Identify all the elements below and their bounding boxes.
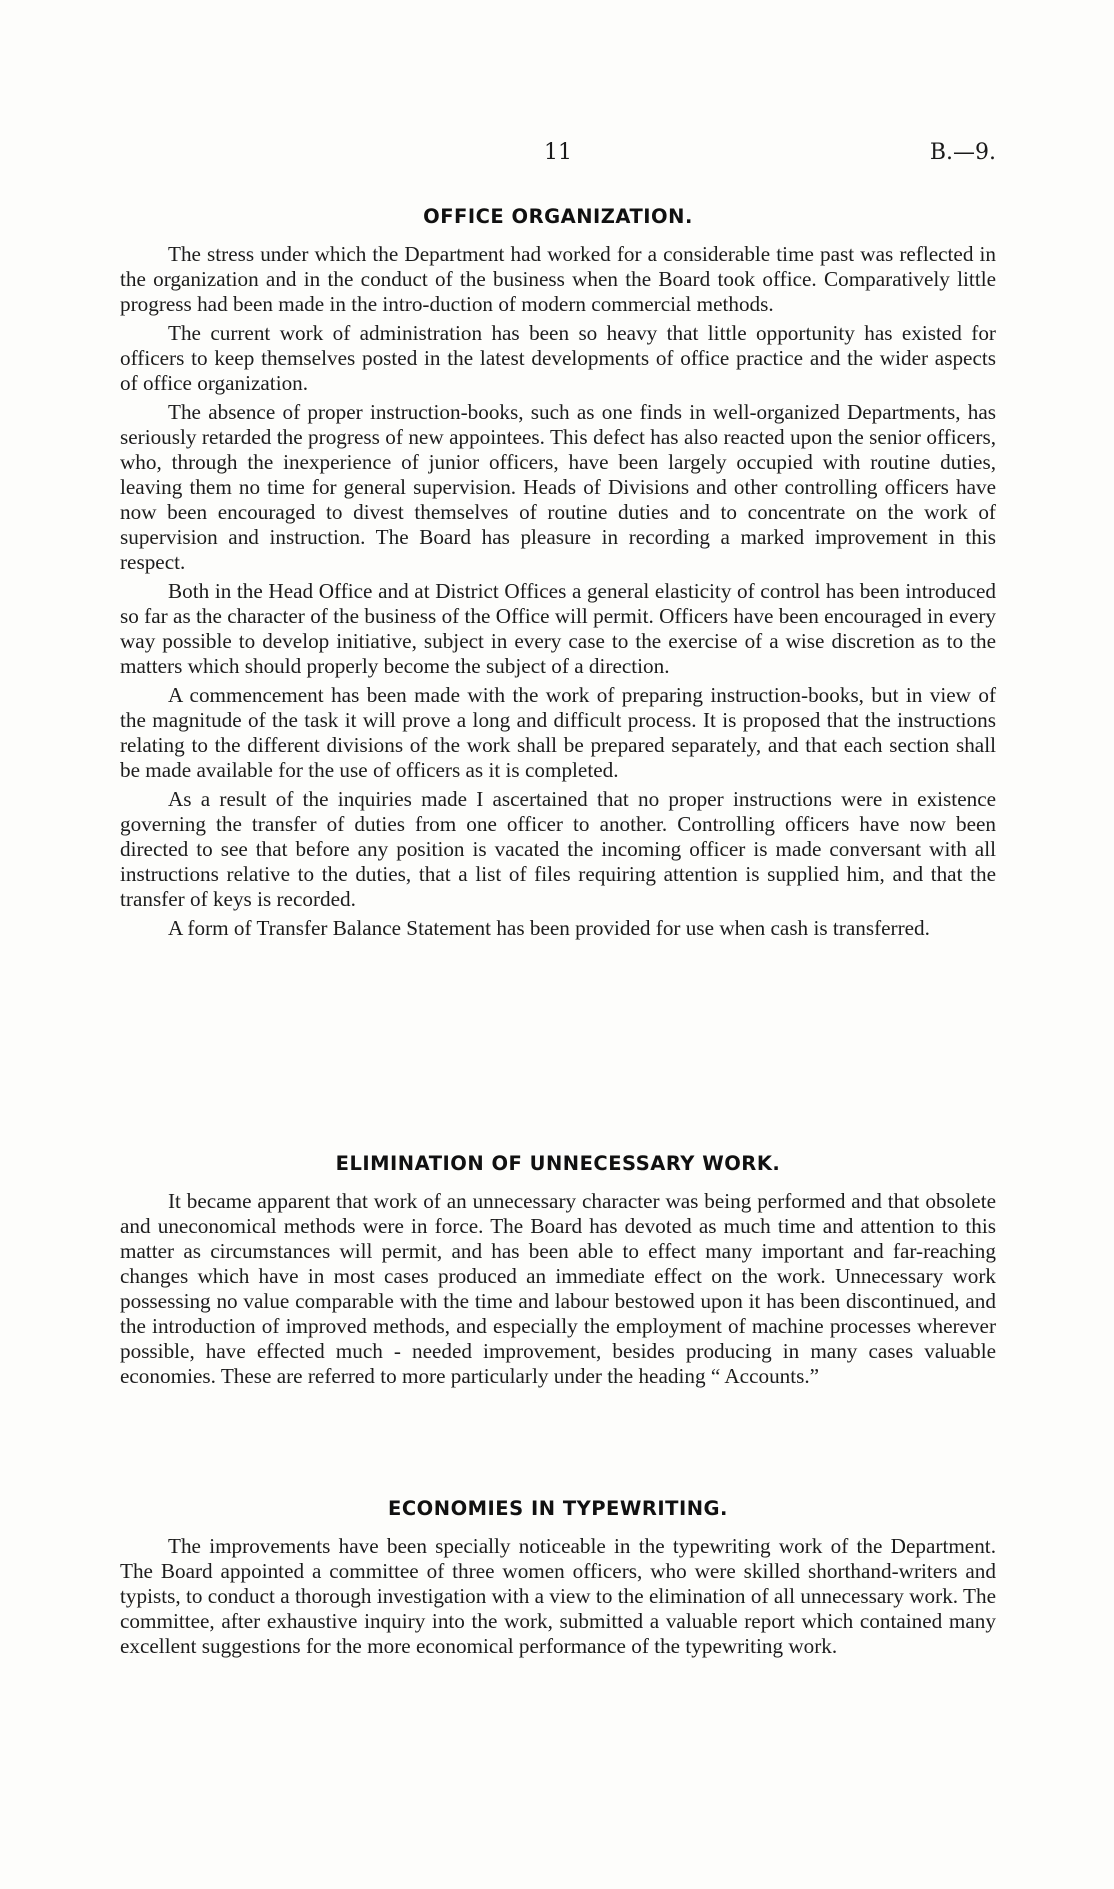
paragraph: The absence of proper instruction-books, such as one finds in well-organized Departments, has seriously retarded the progress of new appointees. This defect has also reacted upon the senior officers, who, through the inexperience of junior officers, have been largely occupied with routine duties, leaving them no time for general supervision. Heads of Divisions and other controlling officers have now been encouraged to divest themselves of routine duties and to concentrate on the work of supervision and instruction. The Board has pleasure in recording a marked improvement in this respect. bbox=[120, 400, 996, 574]
document-reference: B.—9. bbox=[929, 140, 996, 165]
section-heading: ELIMINATION OF UNNECESSARY WORK. bbox=[335, 1152, 781, 1175]
paragraph: The current work of administration has been so heavy that little opportunity has existed for officers to keep themselves posted in the latest developments of office practice and the wider aspects of office organization. bbox=[120, 321, 996, 395]
page-header bbox=[120, 140, 996, 170]
paragraph: The improvements have been specially noticeable in the typewriting work of the Department. The Board appointed a committee of three women officers, who were skilled shorthand-writers and typists, to conduct a thorough investigation with a view to the elimination of all unnecessary work. The committee, after exhaustive inquiry into the work, submitted a valuable report which contained many excellent suggestions for the more economical performance of the typewriting work. bbox=[120, 1534, 996, 1658]
section-heading: ECONOMIES IN TYPEWRITING. bbox=[388, 1497, 728, 1520]
section-economies-in-typewriting bbox=[120, 1497, 996, 1663]
section-heading: OFFICE ORGANIZATION. bbox=[423, 205, 693, 228]
section-elimination-of-unnecessary-work bbox=[120, 1152, 996, 1393]
paragraph: It became apparent that work of an unnecessary character was being performed and that obsolete and uneconomical methods were in force. The Board has devoted as much time and attention to this matter as circumstances will permit, and has been able to effect many important and far-reaching changes which have in most cases produced an immediate effect on the work. Unnecessary work possessing no value comparable with the time and labour bestowed upon it has been discontinued, and the introduction of improved methods, and especially the employment of machine processes wherever possible, have effected much - needed improvement, besides producing in many cases valuable economies. These are referred to more particularly under the heading “ Accounts.” bbox=[120, 1189, 996, 1388]
paragraph: As a result of the inquiries made I ascertained that no proper instructions were in existence governing the transfer of duties from one officer to another. Controlling officers have now been directed to see that before any position is vacated the incoming officer is made conversant with all instructions relative to the duties, that a list of files requiring attention is supplied him, and that the transfer of keys is recorded. bbox=[120, 787, 996, 911]
paragraph: A form of Transfer Balance Statement has been provided for use when cash is transferred. bbox=[168, 916, 930, 940]
paragraph: A commencement has been made with the work of preparing instruction-books, but in view of the magnitude of the task it will prove a long and difficult process. It is proposed that the instructions relating to the different divisions of the work shall be prepared separately, and that each section shall be made available for the use of officers as it is completed. bbox=[120, 683, 996, 782]
section-office-organization bbox=[120, 205, 996, 945]
paragraph: The stress under which the Department had worked for a considerable time past was reflected in the organization and in the conduct of the business when the Board took office. Comparatively little progress had been made in the intro-duction of modern commercial methods. bbox=[120, 242, 996, 316]
page-number: 11 bbox=[544, 140, 572, 165]
paragraph: Both in the Head Office and at District Offices a general elasticity of control has been introduced so far as the character of the business of the Office will permit. Officers have been encouraged in every way possible to develop initiative, subject in every case to the exercise of a wise discretion as to the matters which should properly become the subject of a direction. bbox=[120, 579, 996, 678]
